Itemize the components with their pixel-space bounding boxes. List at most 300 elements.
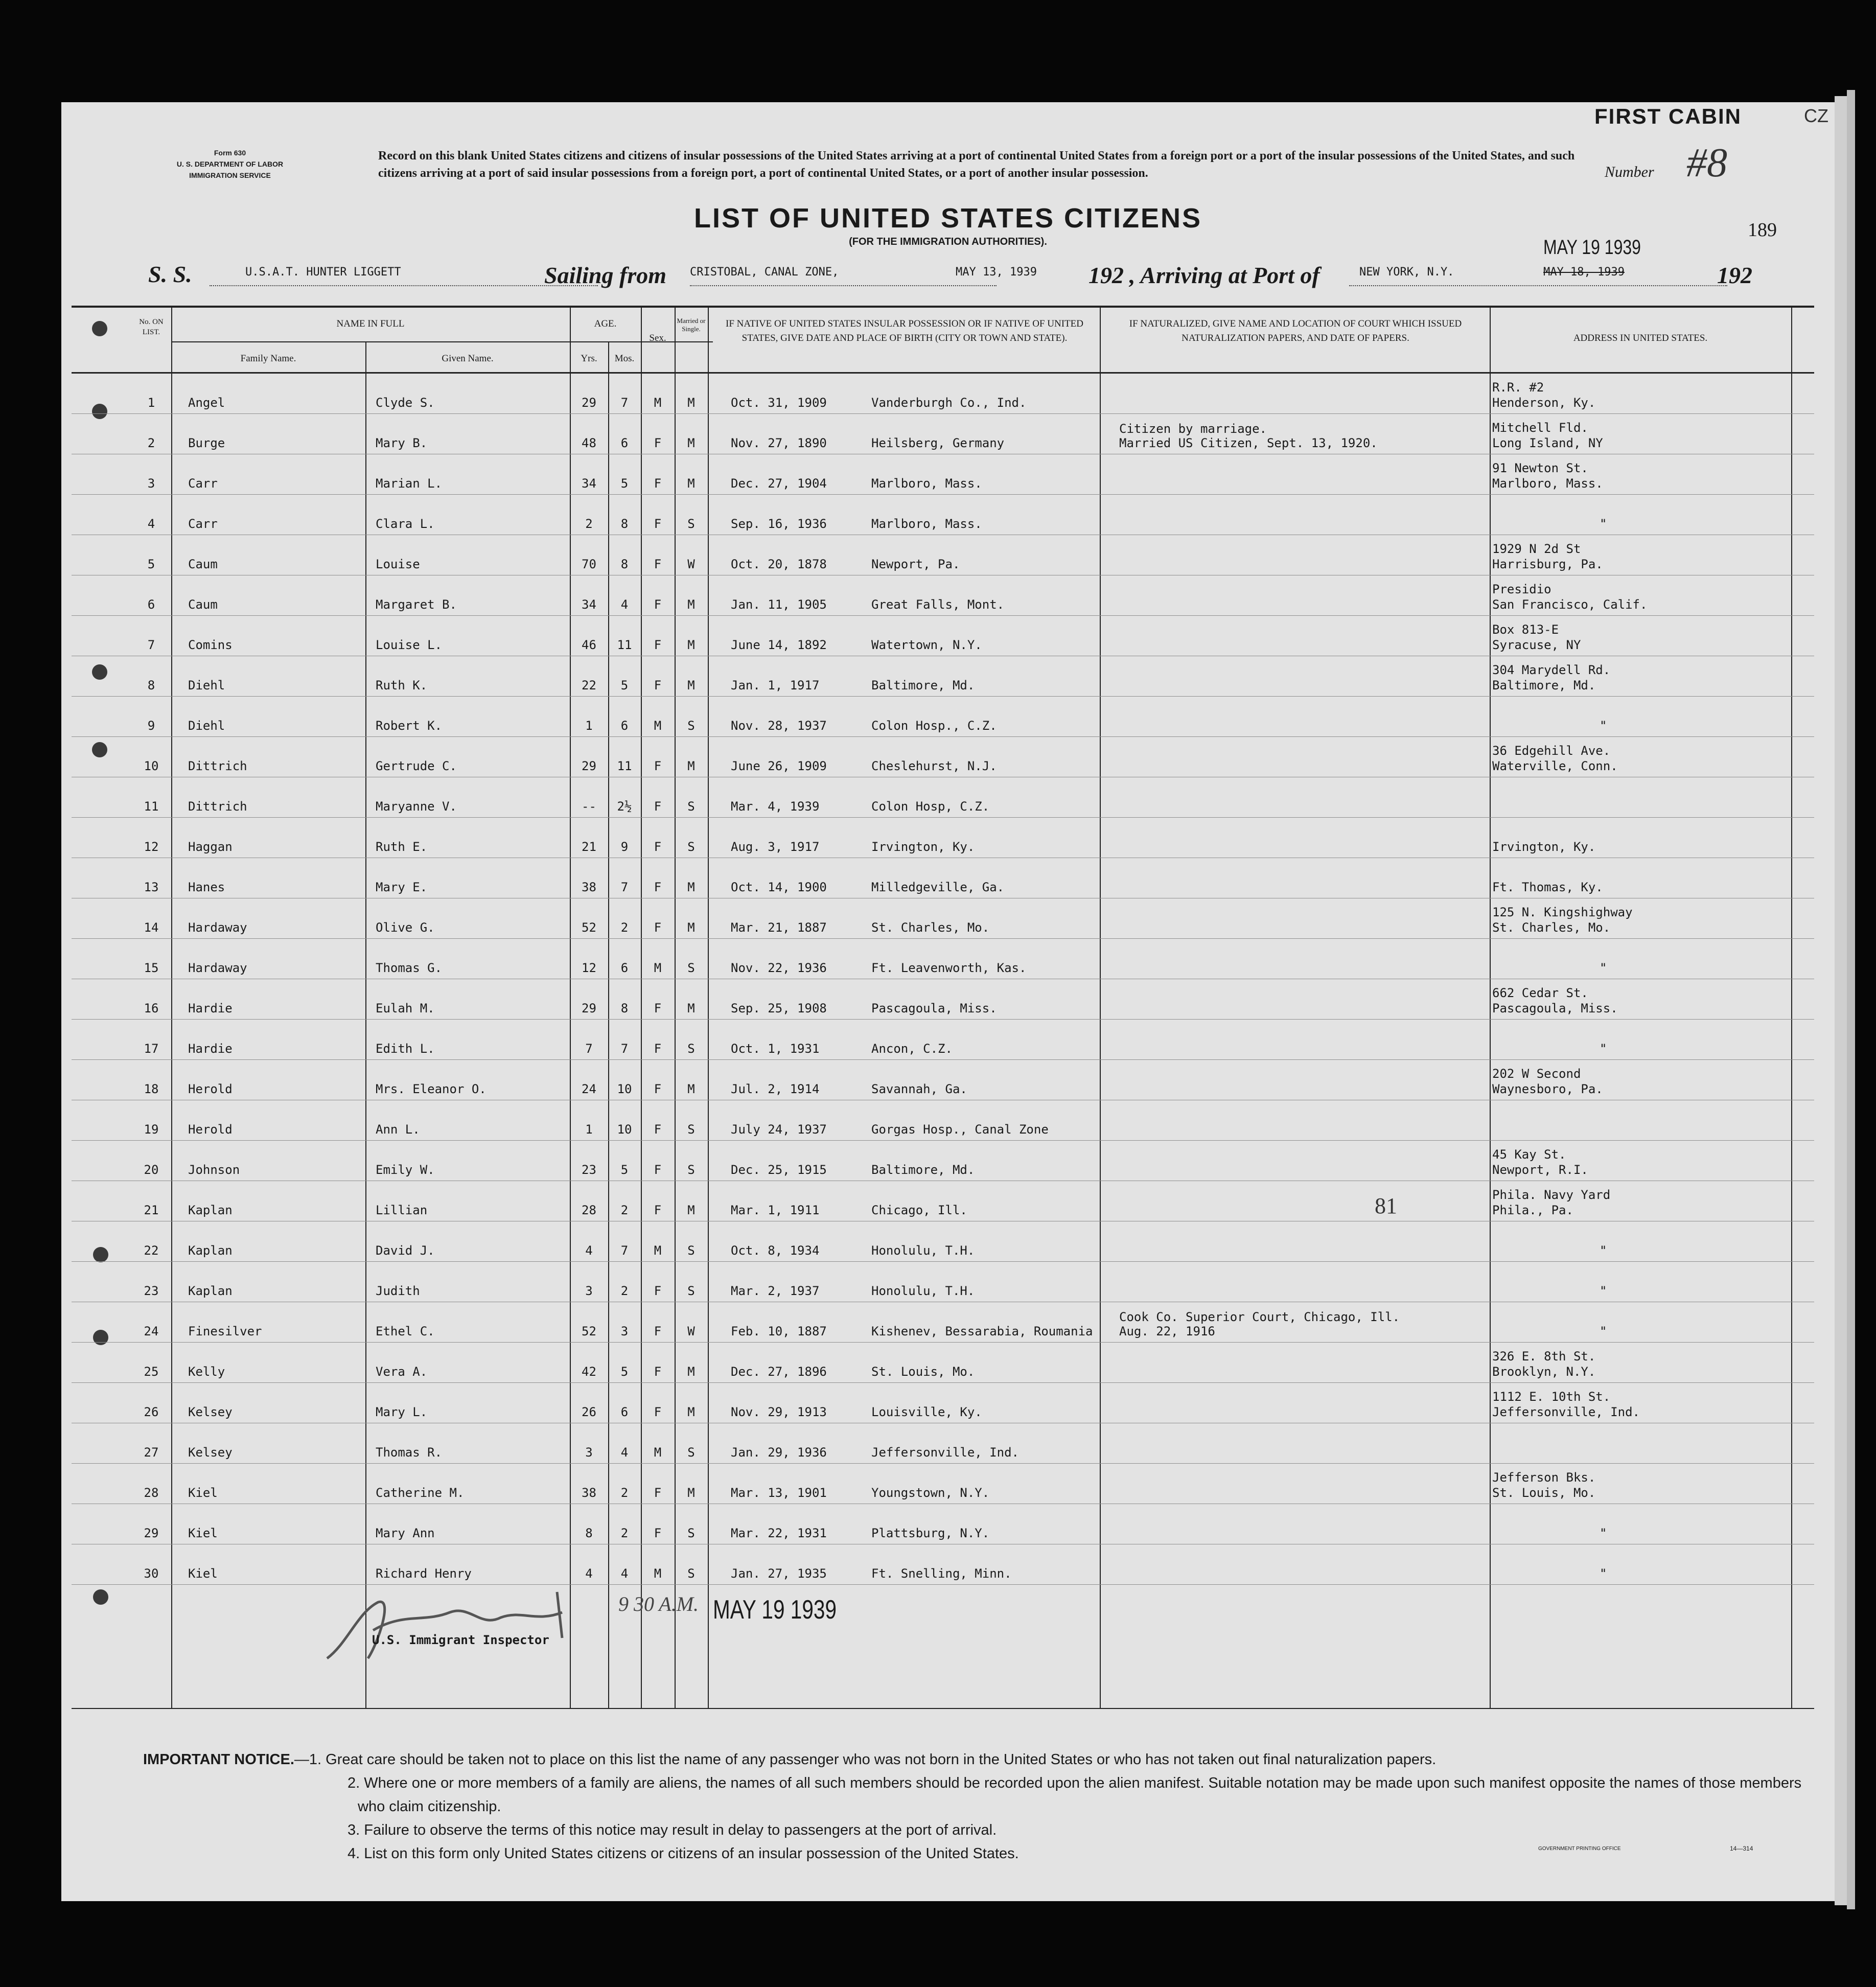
sex: F [654, 597, 662, 612]
sex: F [654, 1203, 662, 1217]
sex: F [654, 1163, 662, 1177]
address-line-2: " [1600, 1526, 1607, 1540]
given-name: Vera A. [376, 1365, 428, 1379]
table-bottom-rule [72, 1708, 1814, 1709]
sex: F [654, 638, 662, 652]
age-years: 4 [585, 1243, 593, 1258]
sex: F [654, 1042, 662, 1056]
birth-date: Oct. 1, 1931 [731, 1042, 820, 1056]
family-name: Kaplan [188, 1243, 233, 1258]
naturalization-line-2: Married US Citizen, Sept. 13, 1920. [1119, 436, 1378, 450]
col-married: Married or Single. [677, 317, 706, 333]
row-number: 28 [144, 1486, 159, 1500]
date-stamp-top: MAY 19 1939 [1543, 236, 1641, 259]
given-name: Thomas G. [376, 961, 443, 975]
birth-date: Dec. 27, 1904 [731, 476, 827, 491]
given-name: Edith L. [376, 1042, 435, 1056]
family-name: Dittrich [188, 759, 247, 773]
row-number: 30 [144, 1566, 159, 1581]
time-note: 9 30 A.M. [618, 1592, 699, 1615]
address-line-2: St. Louis, Mo. [1492, 1486, 1596, 1500]
row-rule [72, 1019, 1814, 1020]
form-code: 14—314 [1730, 1845, 1753, 1852]
row-number: 29 [144, 1526, 159, 1540]
bottom-date-stamp: MAY 19 1939 [713, 1595, 837, 1625]
age-years: 52 [582, 920, 596, 935]
address-line-1: Jefferson Bks. [1492, 1470, 1596, 1485]
notice-item-3: 3. Failure to observe the terms of this notice may result in delay to passengers at the port of arrival. [348, 1822, 997, 1838]
marital-status: M [687, 1203, 695, 1217]
given-name: Ann L. [376, 1122, 420, 1137]
age-months: 3 [620, 1324, 629, 1338]
page-number: 189 [1748, 219, 1777, 241]
age-months: 2 [620, 1203, 629, 1217]
cz-mark: CZ [1804, 105, 1828, 126]
age-months: 9 [620, 840, 629, 854]
col-birth: IF NATIVE OF UNITED STATES INSULAR POSSESSION OR IF NATIVE OF UNITED STATES, GIVE DATE AND PLACE OF BIRTH (CITY OR TOWN AND STATE). [726, 318, 1083, 343]
row-number: 4 [147, 517, 155, 531]
family-name: Johnson [188, 1163, 240, 1177]
birth-date: Mar. 2, 1937 [731, 1284, 820, 1298]
age-years: -- [582, 799, 596, 814]
column-divider [171, 307, 172, 1708]
age-years: 26 [582, 1405, 596, 1419]
punch-hole [92, 404, 107, 419]
birth-place: Great Falls, Mont. [871, 597, 1005, 612]
age-months: 2 [620, 1486, 629, 1500]
sex: F [654, 1324, 662, 1338]
marital-status: M [687, 638, 695, 652]
sailing-date: MAY 13, 1939 [956, 266, 1037, 279]
birth-date: Oct. 8, 1934 [731, 1243, 820, 1258]
address-line-1: Box 813-E [1492, 622, 1559, 637]
birth-date: Oct. 20, 1878 [731, 557, 827, 571]
marital-status: S [687, 1042, 695, 1056]
printer-credit: GOVERNMENT PRINTING OFFICE [1538, 1846, 1621, 1852]
birth-date: Mar. 21, 1887 [731, 920, 827, 935]
ss-label: S. S. [148, 261, 192, 287]
address-line-2: Pascagoula, Miss. [1492, 1001, 1618, 1015]
age-months: 2½ [617, 799, 632, 814]
age-years: 8 [585, 1526, 593, 1540]
cabin-class: FIRST CABIN [1594, 104, 1742, 128]
row-rule [72, 696, 1814, 697]
marital-status: S [687, 961, 695, 975]
family-name: Carr [188, 476, 218, 491]
marital-status: M [687, 436, 695, 450]
age-years: 22 [582, 678, 596, 692]
age-months: 11 [617, 638, 632, 652]
given-name: Emily W. [376, 1163, 435, 1177]
row-rule [72, 413, 1814, 414]
family-name: Kiel [188, 1486, 218, 1500]
family-name: Diehl [188, 678, 225, 692]
punch-hole [92, 321, 107, 336]
departure-port: CRISTOBAL, CANAL ZONE, [690, 266, 839, 279]
family-name: Finesilver [188, 1324, 262, 1338]
birth-date: Nov. 22, 1936 [731, 961, 827, 975]
age-months: 6 [620, 436, 629, 450]
address-line-1: 202 W Second [1492, 1067, 1581, 1081]
family-name: Kiel [188, 1566, 218, 1581]
address-line-1: 662 Cedar St. [1492, 986, 1588, 1000]
given-name: Margaret B. [376, 597, 457, 612]
given-name: Robert K. [376, 719, 443, 733]
row-number: 25 [144, 1365, 159, 1379]
row-rule [72, 494, 1814, 495]
family-name: Comins [188, 638, 233, 652]
birth-place: Colon Hosp., C.Z. [871, 719, 997, 733]
sex: F [654, 1082, 662, 1096]
row-number: 16 [144, 1001, 159, 1015]
given-name: Richard Henry [376, 1566, 472, 1581]
birth-date: Nov. 27, 1890 [731, 436, 827, 450]
given-name: Mary B. [376, 436, 428, 450]
sex: F [654, 920, 662, 935]
given-name: Maryanne V. [376, 799, 457, 814]
birth-date: Jan. 27, 1935 [731, 1566, 827, 1581]
address-line-2: " [1600, 1243, 1607, 1258]
birth-place: Baltimore, Md. [871, 678, 975, 692]
family-name: Diehl [188, 719, 225, 733]
marital-status: M [687, 1001, 695, 1015]
birth-place: Youngstown, N.Y. [871, 1486, 990, 1500]
age-months: 6 [620, 719, 629, 733]
service-name: IMMIGRATION SERVICE [189, 171, 271, 179]
given-name: Judith [376, 1284, 420, 1298]
age-years: 1 [585, 719, 593, 733]
row-rule [72, 1463, 1814, 1464]
age-years: 28 [582, 1203, 596, 1217]
given-name: Mary L. [376, 1405, 428, 1419]
table-top-rule [72, 306, 1814, 308]
family-name: Hardie [188, 1042, 233, 1056]
given-name: Eulah M. [376, 1001, 435, 1015]
sex: F [654, 436, 662, 450]
notice-item-2: 2. Where one or more members of a family are aliens, the names of all such members should be recorded upon the alien manifest. Suitable notation may be made upon such manifest opposite the names of those members who claim citizenship. [348, 1775, 1802, 1815]
age-months: 2 [620, 920, 629, 935]
marital-status: W [687, 1324, 695, 1338]
family-name: Kelly [188, 1365, 225, 1379]
age-months: 8 [620, 517, 629, 531]
header-subrule [171, 341, 713, 342]
ship-underline [210, 285, 598, 286]
row-rule [72, 736, 1814, 737]
address-line-2: " [1600, 1042, 1607, 1056]
given-name: Louise L. [376, 638, 443, 652]
address-line-2: Long Island, NY [1492, 436, 1603, 450]
column-divider [1490, 307, 1491, 1708]
sex: F [654, 557, 662, 571]
row-number: 14 [144, 920, 159, 935]
address-line-2: Jeffersonville, Ind. [1492, 1405, 1640, 1419]
given-name: Olive G. [376, 920, 435, 935]
age-years: 38 [582, 880, 596, 894]
family-name: Haggan [188, 840, 233, 854]
row-number: 17 [144, 1042, 159, 1056]
given-name: Ruth K. [376, 678, 428, 692]
age-months: 7 [620, 1243, 629, 1258]
family-name: Hanes [188, 880, 225, 894]
birth-date: Sep. 25, 1908 [731, 1001, 827, 1015]
family-name: Hardaway [188, 961, 247, 975]
family-name: Caum [188, 597, 218, 612]
marital-status: S [687, 1566, 695, 1581]
address-line-2: Harrisburg, Pa. [1492, 557, 1603, 571]
birth-place: Heilsberg, Germany [871, 436, 1005, 450]
given-name: Clyde S. [376, 396, 435, 410]
address-line-2: Marlboro, Mass. [1492, 476, 1603, 491]
age-years: 70 [582, 557, 596, 571]
family-name: Herold [188, 1082, 233, 1096]
notice-item-4: 4. List on this form only United States citizens or citizens of an insular possession of the United States. [348, 1845, 1019, 1862]
address-line-2: Waterville, Conn. [1492, 759, 1618, 773]
birth-date: Aug. 3, 1917 [731, 840, 820, 854]
marital-status: M [687, 678, 695, 692]
address-line-2: Ft. Thomas, Ky. [1492, 880, 1603, 894]
age-months: 7 [620, 396, 629, 410]
sex: F [654, 880, 662, 894]
naturalization-line-1: Cook Co. Superior Court, Chicago, Ill. [1119, 1310, 1400, 1324]
row-number: 10 [144, 759, 159, 773]
marital-status: M [687, 597, 695, 612]
row-number: 26 [144, 1405, 159, 1419]
naturalization-line-1: Citizen by marriage. [1119, 422, 1267, 436]
birth-date: Nov. 29, 1913 [731, 1405, 827, 1419]
notice-item-1: —1. Great care should be taken not to place on this list the name of any passenger who was not born in the United States or who has not taken out final naturalization papers. [294, 1751, 1437, 1768]
given-name: Louise [376, 557, 420, 571]
sex: F [654, 1284, 662, 1298]
row-number: 23 [144, 1284, 159, 1298]
birth-date: Mar. 13, 1901 [731, 1486, 827, 1500]
age-months: 11 [617, 759, 632, 773]
age-months: 5 [620, 678, 629, 692]
marital-status: W [687, 557, 695, 571]
birth-date: Jan. 1, 1917 [731, 678, 820, 692]
address-line-1: 36 Edgehill Ave. [1492, 744, 1611, 758]
arriving-label: , Arriving at Port of [1129, 262, 1320, 288]
given-name: David J. [376, 1243, 435, 1258]
birth-place: Savannah, Ga. [871, 1082, 967, 1096]
marital-status: S [687, 1243, 695, 1258]
address-line-2: Phila., Pa. [1492, 1203, 1573, 1217]
row-number: 8 [147, 678, 155, 692]
punch-hole [93, 1330, 108, 1345]
row-number: 24 [144, 1324, 159, 1338]
age-years: 3 [585, 1445, 593, 1460]
sex: F [654, 476, 662, 491]
sex: F [654, 1405, 662, 1419]
age-months: 8 [620, 1001, 629, 1015]
age-years: 7 [585, 1042, 593, 1056]
age-years: 4 [585, 1566, 593, 1581]
number-label: Number [1605, 164, 1654, 180]
punch-hole [93, 1589, 108, 1605]
marital-status: M [687, 476, 695, 491]
col-given-name: Given Name. [442, 353, 494, 364]
port-underline [690, 285, 997, 286]
list-number: #8 [1686, 141, 1727, 186]
address-line-1: 326 E. 8th St. [1492, 1349, 1596, 1364]
given-name: Lillian [376, 1203, 428, 1217]
col-family-name: Family Name. [240, 353, 296, 364]
birth-date: Jan. 29, 1936 [731, 1445, 827, 1460]
family-name: Kelsey [188, 1445, 233, 1460]
row-number: 12 [144, 840, 159, 854]
address-line-1: R.R. #2 [1492, 380, 1544, 395]
row-number: 22 [144, 1243, 159, 1258]
row-rule [72, 1342, 1814, 1343]
age-years: 46 [582, 638, 596, 652]
sex: M [654, 1566, 662, 1581]
marital-status: M [687, 1082, 695, 1096]
row-number: 9 [147, 719, 155, 733]
column-divider [1100, 307, 1101, 1708]
birth-date: Oct. 14, 1900 [731, 880, 827, 894]
row-number: 20 [144, 1163, 159, 1177]
given-name: Catherine M. [376, 1486, 465, 1500]
marital-status: M [687, 396, 695, 410]
age-months: 4 [620, 597, 629, 612]
age-years: 34 [582, 476, 596, 491]
row-number: 7 [147, 638, 155, 652]
punch-hole [92, 742, 107, 757]
arrival-date: MAY 18, 1939 [1543, 266, 1625, 279]
given-name: Gertrude C. [376, 759, 457, 773]
family-name: Burge [188, 436, 225, 450]
age-years: 29 [582, 396, 596, 410]
sex: M [654, 1445, 662, 1460]
birth-date: Mar. 1, 1911 [731, 1203, 820, 1217]
birth-place: Plattsburg, N.Y. [871, 1526, 990, 1540]
given-name: Marian L. [376, 476, 443, 491]
address-line-2: " [1600, 1566, 1607, 1581]
sex: F [654, 1001, 662, 1015]
birth-date: Jan. 11, 1905 [731, 597, 827, 612]
punch-hole [92, 664, 107, 680]
birth-place: Milledgeville, Ga. [871, 880, 1005, 894]
year-suffix-1: 192 [1088, 262, 1124, 288]
sex: M [654, 396, 662, 410]
birth-place: Marlboro, Mass. [871, 517, 982, 531]
given-name: Ethel C. [376, 1324, 435, 1338]
department-name: U. S. DEPARTMENT OF LABOR [176, 160, 284, 168]
sex: F [654, 678, 662, 692]
birth-date: June 14, 1892 [731, 638, 827, 652]
row-number: 21 [144, 1203, 159, 1217]
sex: F [654, 1486, 662, 1500]
marital-status: S [687, 1122, 695, 1137]
row-rule [72, 1382, 1814, 1383]
row-number: 6 [147, 597, 155, 612]
birth-date: Mar. 4, 1939 [731, 799, 820, 814]
row-number: 3 [147, 476, 155, 491]
birth-date: Feb. 10, 1887 [731, 1324, 827, 1338]
address-line-1: 45 Kay St. [1492, 1147, 1566, 1162]
given-name: Mary Ann [376, 1526, 435, 1540]
row-rule [72, 1261, 1814, 1262]
row-rule [72, 1059, 1814, 1060]
sex: F [654, 1526, 662, 1540]
given-name: Mrs. Eleanor O. [376, 1082, 487, 1096]
age-months: 8 [620, 557, 629, 571]
marital-status: S [687, 1163, 695, 1177]
row-number: 2 [147, 436, 155, 450]
birth-place: Irvington, Ky. [871, 840, 975, 854]
birth-place: Pascagoula, Miss. [871, 1001, 997, 1015]
given-name: Clara L. [376, 517, 435, 531]
address-line-2: St. Charles, Mo. [1492, 920, 1611, 935]
family-name: Kelsey [188, 1405, 233, 1419]
address-line-2: " [1600, 961, 1607, 975]
row-rule [72, 938, 1814, 939]
birth-place: Gorgas Hosp., Canal Zone [871, 1122, 1049, 1137]
address-line-2: Syracuse, NY [1492, 638, 1581, 652]
age-months: 7 [620, 880, 629, 894]
birth-place: Honolulu, T.H. [871, 1243, 975, 1258]
birth-place: Vanderburgh Co., Ind. [871, 396, 1027, 410]
document-subtitle: (FOR THE IMMIGRATION AUTHORITIES). [849, 236, 1047, 247]
row-number: 15 [144, 961, 159, 975]
col-mos: Mos. [614, 353, 635, 364]
marital-status: S [687, 517, 695, 531]
marital-status: M [687, 1486, 695, 1500]
birth-place: Watertown, N.Y. [871, 638, 982, 652]
address-line-2: " [1600, 719, 1607, 733]
header-bottom-rule [72, 372, 1814, 374]
row-number: 13 [144, 880, 159, 894]
marital-status: M [687, 759, 695, 773]
sex: F [654, 799, 662, 814]
family-name: Herold [188, 1122, 233, 1137]
row-number: 11 [144, 799, 159, 814]
birth-place: Colon Hosp, C.Z. [871, 799, 990, 814]
row-rule [72, 615, 1814, 616]
sex: M [654, 719, 662, 733]
marital-status: S [687, 799, 695, 814]
birth-place: St. Louis, Mo. [871, 1365, 975, 1379]
address-line-2: Irvington, Ky. [1492, 840, 1596, 854]
sex: F [654, 840, 662, 854]
marital-status: M [687, 1365, 695, 1379]
form-number: Form 630 [214, 149, 246, 157]
col-address: ADDRESS IN UNITED STATES. [1573, 333, 1708, 343]
family-name: Carr [188, 517, 218, 531]
address-line-1: 1929 N 2d St [1492, 542, 1581, 556]
age-years: 23 [582, 1163, 596, 1177]
birth-place: Chicago, Ill. [871, 1203, 967, 1217]
family-name: Caum [188, 557, 218, 571]
birth-place: Kishenev, Bessarabia, Roumania [871, 1324, 1093, 1338]
given-name: Mary E. [376, 880, 428, 894]
age-months: 7 [620, 1042, 629, 1056]
address-line-1: Presidio [1492, 582, 1551, 596]
col-name-in-full: NAME IN FULL [336, 318, 405, 329]
age-months: 10 [617, 1122, 632, 1137]
age-months: 5 [620, 476, 629, 491]
birth-place: Ft. Leavenworth, Kas. [871, 961, 1027, 975]
age-years: 34 [582, 597, 596, 612]
birth-date: Sep. 16, 1936 [731, 517, 827, 531]
row-number: 5 [147, 557, 155, 571]
age-years: 24 [582, 1082, 596, 1096]
age-months: 6 [620, 961, 629, 975]
marital-status: M [687, 880, 695, 894]
notice-lead: IMPORTANT NOTICE. [143, 1751, 294, 1768]
age-years: 2 [585, 517, 593, 531]
col-naturalized: IF NATURALIZED, GIVE NAME AND LOCATION OF COURT WHICH ISSUED NATURALIZATION PAPERS, AND DATE OF PAPERS. [1129, 318, 1462, 343]
sex: F [654, 1122, 662, 1137]
